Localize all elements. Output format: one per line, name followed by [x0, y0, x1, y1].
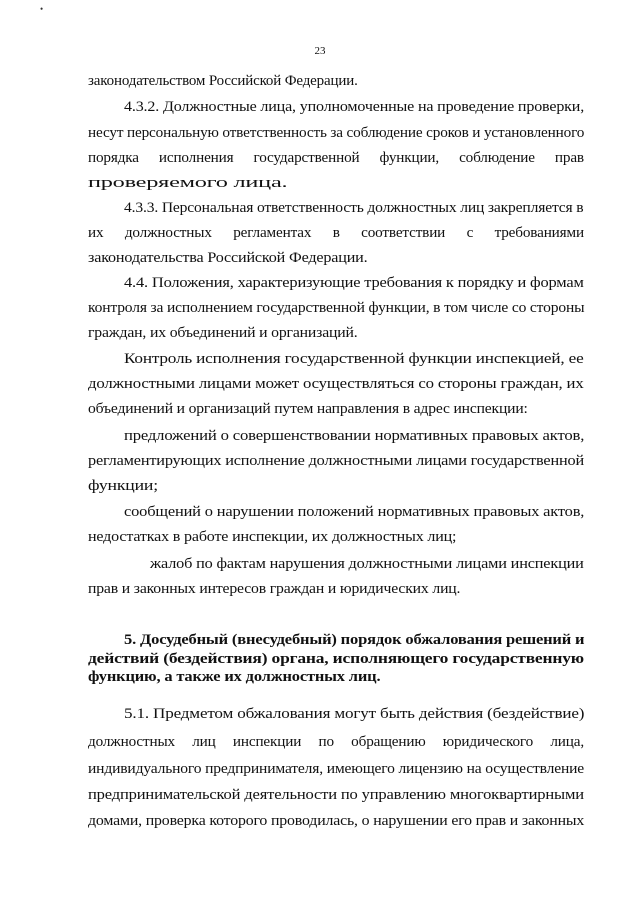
text-line-justified	[88, 149, 584, 167]
word: государственной	[253, 149, 360, 166]
word: порядка	[88, 149, 139, 166]
word: их	[88, 224, 104, 241]
word: с	[466, 224, 474, 241]
text-line-justified	[88, 224, 584, 242]
word: должностных	[88, 733, 175, 750]
word: должностных	[124, 224, 212, 241]
text-line: проверяемого лица.	[88, 174, 288, 191]
text-line: функции;	[88, 477, 158, 494]
word: инспекции	[232, 733, 302, 750]
text-line: 4.3.2. Должностные лица, уполномоченные на проведение проверки,	[124, 98, 585, 115]
text-line: контроля за исполнением государственной функции, в том числе со стороны	[88, 299, 585, 316]
text-line: жалоб по фактам нарушения должностными лицами инспекции	[150, 555, 584, 572]
section-heading-line: действий (бездействия) органа, исполняющего государственную	[88, 650, 584, 667]
text-line: законодательства Российской Федерации.	[88, 249, 368, 266]
text-line: объединений и организаций путем направления в адрес инспекции:	[88, 400, 528, 417]
text-line: предложений о совершенствовании нормативных правовых актов,	[124, 427, 585, 444]
text-line: 4.4. Положения, характеризующие требования к порядку и формам	[124, 274, 584, 291]
corner-mark: •	[40, 4, 44, 14]
text-line: индивидуального предпринимателя, имеющего лицензию на осуществление	[88, 760, 585, 777]
text-line: регламентирующих исполнение должностными лицами государственной	[88, 452, 584, 469]
word: прав	[554, 149, 584, 166]
word: регламентах	[233, 224, 312, 241]
section-heading-line: функцию, а также их должностных лиц.	[88, 668, 381, 685]
text-line: 4.3.3. Персональная ответственность должностных лиц закрепляется в	[124, 199, 584, 216]
word: лиц	[192, 733, 216, 750]
text-line: несут персональную ответственность за соблюдение сроков и установленного	[88, 124, 585, 141]
word: по	[318, 733, 334, 750]
text-line: недостатках в работе инспекции, их должностных лиц;	[88, 528, 457, 545]
text-line: граждан, их объединений и организаций.	[88, 324, 358, 341]
text-line: прав и законных интересов граждан и юридических лиц.	[88, 580, 461, 597]
text-line: должностными лицами может осуществляться со стороны граждан, их	[88, 375, 584, 392]
text-line: предпринимательской деятельности по управлению многоквартирными	[88, 786, 584, 803]
text-line-justified	[88, 733, 584, 751]
section-heading-line: 5. Досудебный (внесудебный) порядок обжалования решений и	[124, 631, 585, 648]
text-line: сообщений о нарушении положений нормативных правовых актов,	[124, 503, 585, 520]
text-line: законодательством Российской Федерации.	[88, 72, 358, 89]
word: в	[332, 224, 340, 241]
word: исполнения	[158, 149, 234, 166]
word: юридического	[442, 733, 534, 750]
word: обращению	[351, 733, 426, 750]
word: лица,	[550, 733, 584, 750]
text-line: домами, проверка которого проводилась, о нарушении его прав и законных	[88, 812, 585, 829]
word: соблюдение	[459, 149, 535, 166]
page-number: 23	[314, 45, 326, 57]
word: функции,	[379, 149, 440, 166]
word: требованиями	[494, 224, 584, 241]
text-line: 5.1. Предметом обжалования могут быть действия (бездействие)	[124, 705, 585, 722]
word: соответствии	[361, 224, 446, 241]
text-line: Контроль исполнения государственной функции инспекцией, ее	[124, 350, 584, 367]
